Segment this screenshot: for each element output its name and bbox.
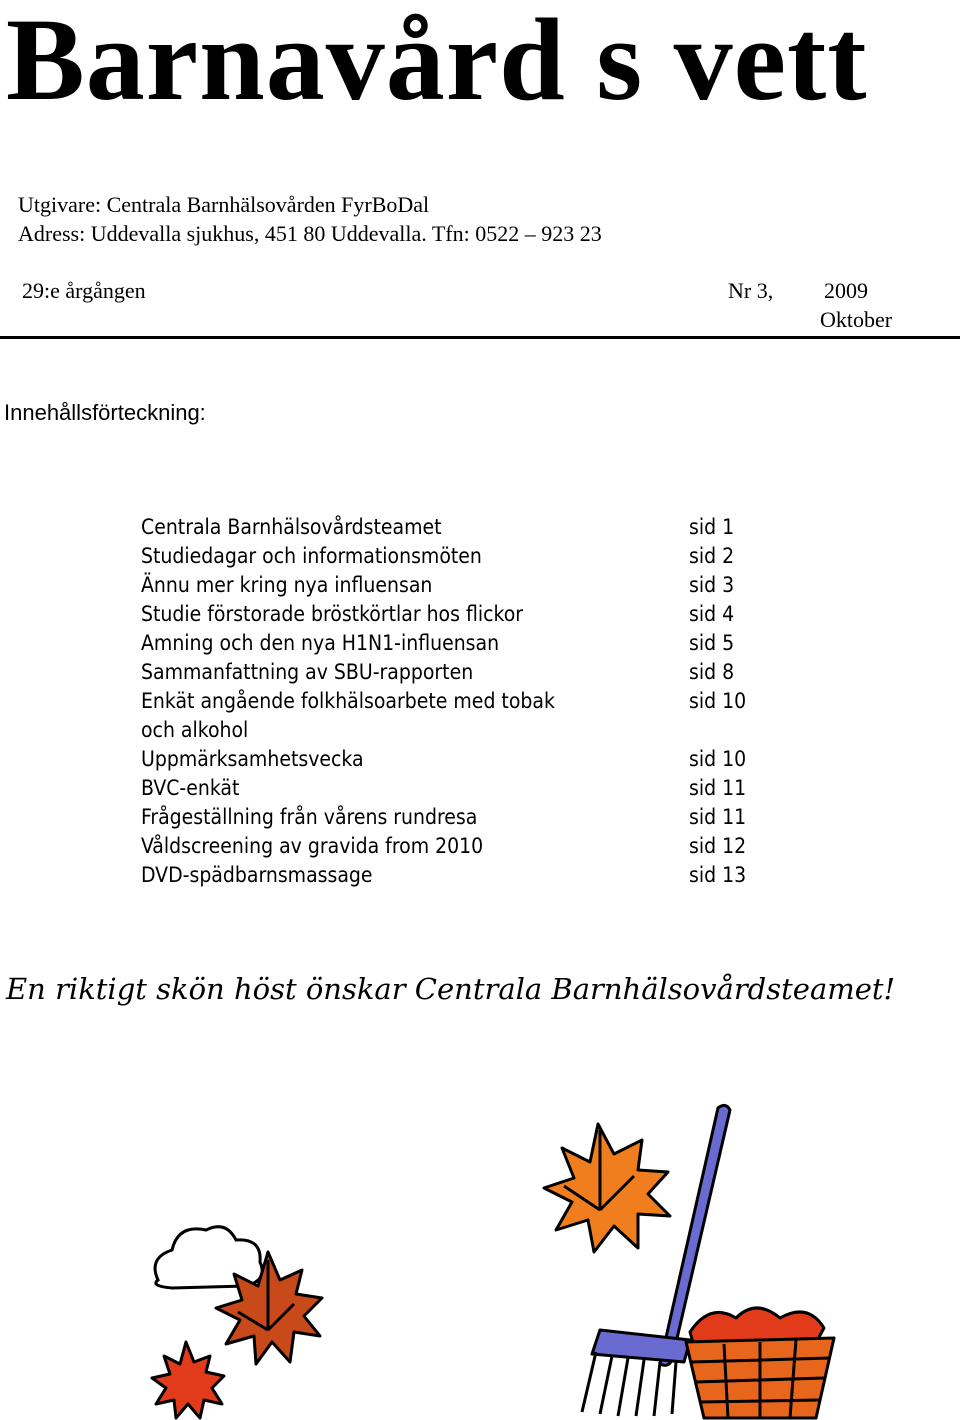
- toc-item-page: sid 3: [689, 573, 735, 597]
- toc-item: [141, 716, 841, 745]
- toc-item-title: Amning och den nya H1N1-influensan: [141, 631, 500, 655]
- toc-item-title: Centrala Barnhälsovårdsteamet: [141, 515, 442, 539]
- toc-item-page: sid 1: [689, 515, 735, 539]
- toc-item: [141, 600, 841, 629]
- toc-item: [141, 774, 841, 803]
- toc-item-title: Våldscreening av gravida from 2010: [141, 834, 484, 858]
- toc-item-title: Studiedagar och informationsmöten: [141, 544, 482, 568]
- volume-label: 29:e årgången: [22, 278, 146, 303]
- toc-item: [141, 861, 841, 890]
- issue-month: Oktober: [820, 307, 893, 332]
- toc-item-page: sid 11: [689, 776, 747, 800]
- address-line: Adress: Uddevalla sjukhus, 451 80 Uddevalla. Tfn: 0522 – 923 23: [18, 221, 602, 246]
- toc-item-title: BVC-enkät: [141, 776, 240, 800]
- toc-item-title: och alkohol: [141, 718, 249, 742]
- toc-item-page: sid 2: [689, 544, 735, 568]
- toc-item: [141, 745, 841, 774]
- publisher-block: [18, 190, 602, 248]
- toc-item-title: Uppmärksamhetsvecka: [141, 747, 364, 771]
- toc-item: [141, 803, 841, 832]
- maple-leaf-icon: [544, 1124, 670, 1252]
- newsletter-title: Barnavård s vett: [6, 0, 868, 125]
- toc-item: [141, 687, 841, 716]
- issue-year: 2009: [824, 278, 868, 303]
- toc-item: [141, 542, 841, 571]
- toc-item-page: sid 10: [689, 689, 747, 713]
- toc-item: [141, 658, 841, 687]
- toc-item-page: sid 10: [689, 747, 747, 771]
- leaf-basket-icon: [686, 1308, 834, 1418]
- toc-item: [141, 832, 841, 861]
- toc-item: [141, 571, 841, 600]
- toc-item-title: Enkät angående folkhälsoarbete med tobak: [141, 689, 555, 713]
- toc-item-page: sid 11: [689, 805, 747, 829]
- table-of-contents: [141, 513, 841, 890]
- toc-item-page: sid 8: [689, 660, 735, 684]
- maple-leaf-icon: [152, 1342, 224, 1418]
- toc-item-page: sid 5: [689, 631, 735, 655]
- toc-item-page: sid 12: [689, 834, 747, 858]
- toc-item-page: sid 13: [689, 863, 747, 887]
- header-divider: [0, 336, 960, 339]
- autumn-illustration: [0, 1080, 960, 1420]
- toc-item-title: Studie förstorade bröstkörtlar hos flickor: [141, 602, 524, 626]
- toc-item: [141, 513, 841, 542]
- toc-item-title: Frågeställning från vårens rundresa: [141, 805, 478, 829]
- issue-number: Nr 3,: [728, 278, 774, 303]
- toc-item-title: Ännu mer kring nya influensan: [141, 573, 433, 597]
- autumn-greeting: En riktigt skön höst önskar Centrala Barnhälsovårdsteamet!: [6, 972, 896, 1006]
- toc-heading: Innehållsförteckning:: [4, 400, 206, 425]
- toc-item-title: Sammanfattning av SBU-rapporten: [141, 660, 474, 684]
- publisher-line: Utgivare: Centrala Barnhälsovården FyrBoDal: [18, 192, 430, 217]
- toc-item-page: sid 4: [689, 602, 735, 626]
- toc-item-title: DVD-spädbarnsmassage: [141, 863, 373, 887]
- toc-item: [141, 629, 841, 658]
